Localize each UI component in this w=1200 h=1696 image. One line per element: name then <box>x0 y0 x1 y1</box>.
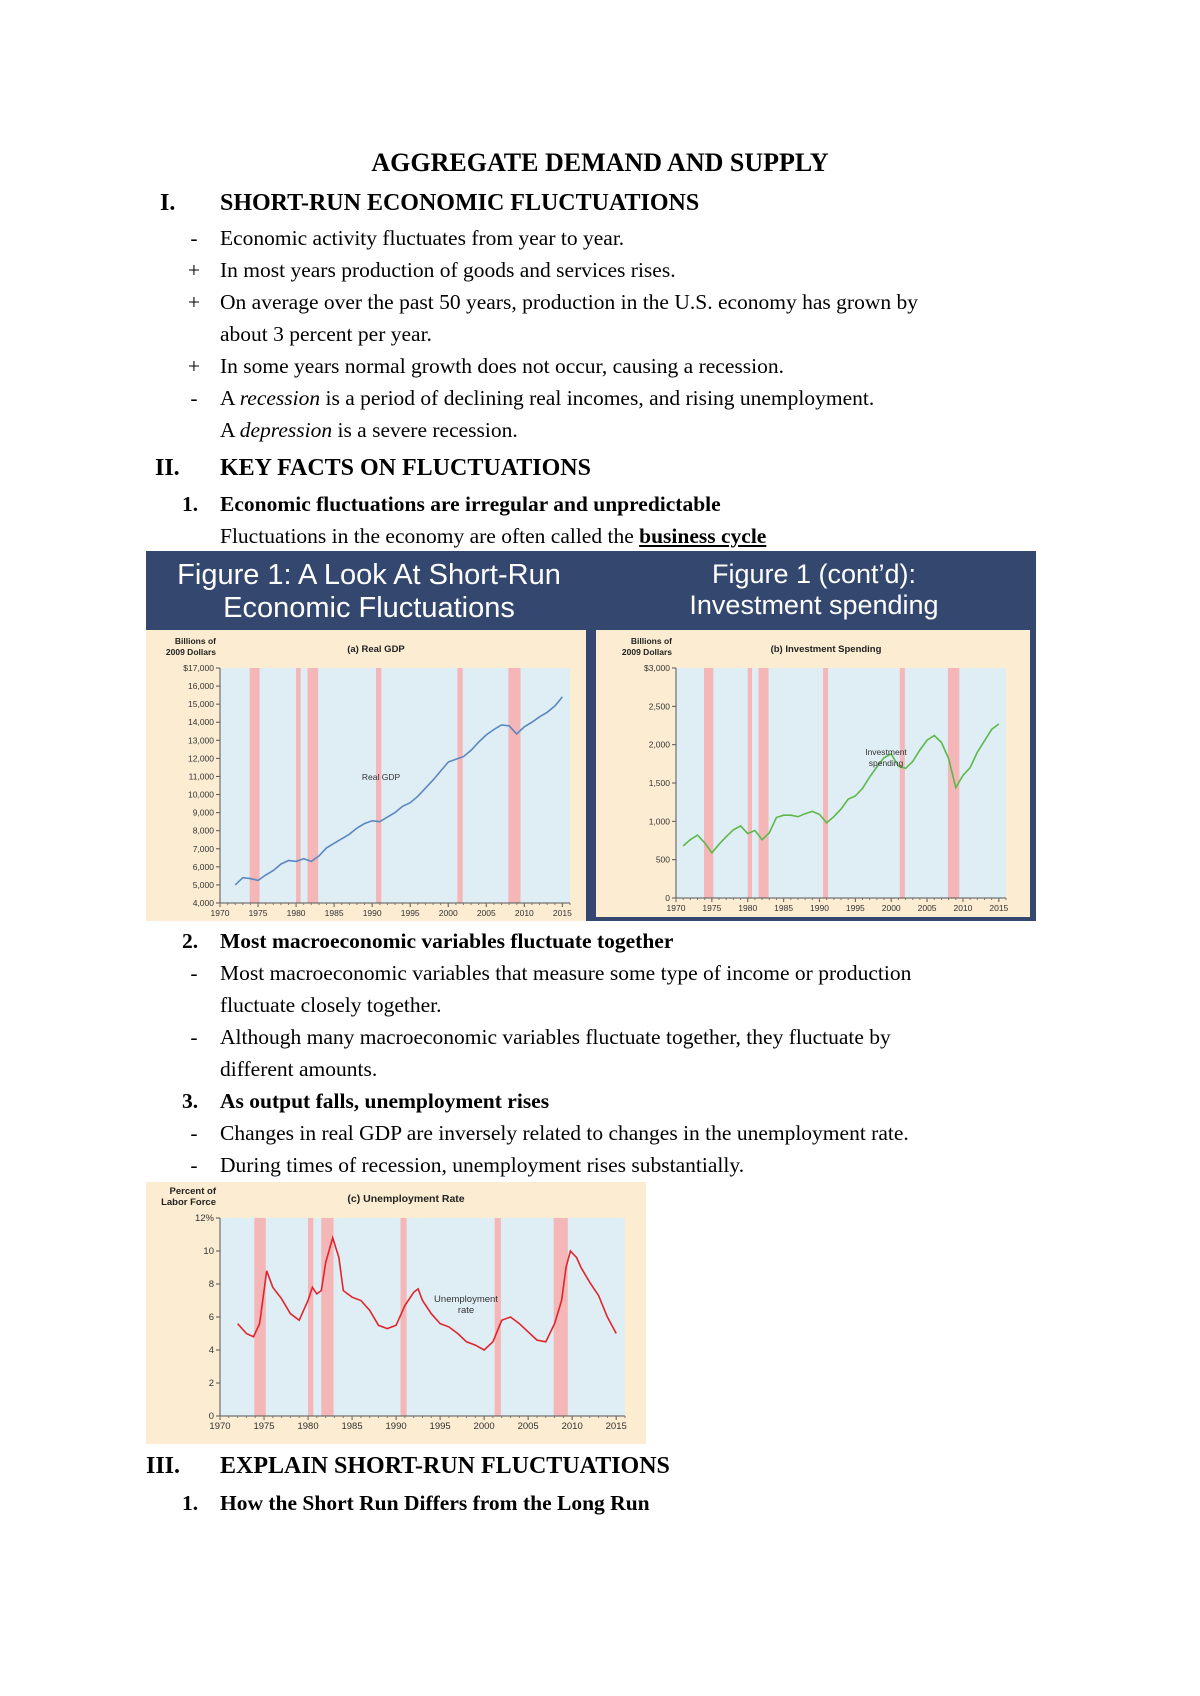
fact-2-number: 2. <box>182 929 199 953</box>
x-tick-label: 2010 <box>561 1421 583 1432</box>
x-tick-label: 1985 <box>324 908 344 918</box>
y-axis-label: 2009 Dollars <box>165 647 216 657</box>
figure-1-cont-heading-line: Figure 1 (cont’d): <box>711 559 917 589</box>
x-tick-label: 1990 <box>385 1421 407 1432</box>
y-tick-label: 9,000 <box>192 807 214 818</box>
y-tick-label: 12% <box>194 1213 214 1224</box>
bullet-text: different amounts. <box>220 1057 378 1081</box>
bullet-symbol: - <box>190 1121 198 1145</box>
series-label: Unemployment <box>434 1294 498 1305</box>
x-tick-label: 2005 <box>917 903 937 913</box>
y-tick-label: 0 <box>208 1411 214 1422</box>
x-tick-label: 1985 <box>341 1421 363 1432</box>
fact-2-bullets <box>190 957 1080 1085</box>
recession-bar <box>321 1218 333 1416</box>
figure-1-cont-heading <box>592 559 1036 621</box>
figure-1-heading <box>146 559 592 625</box>
y-tick-label: 1,000 <box>648 816 670 827</box>
x-tick-label: 2000 <box>473 1421 495 1432</box>
y-axis-label: 2009 Dollars <box>621 647 672 657</box>
depression-term: depression <box>239 418 333 442</box>
recession-bar <box>400 1218 406 1416</box>
bullet-line <box>187 286 1080 318</box>
chart-title: (c) Unemployment Rate <box>347 1193 465 1205</box>
recession-bar <box>495 1218 501 1416</box>
y-tick-label: 5,000 <box>192 879 214 890</box>
unemployment-chart-panel <box>146 1182 646 1444</box>
definition-text: is a period of declining real incomes, and rising unemployment. <box>320 386 875 410</box>
bullet-text: Although many macroeconomic variables fluctuate together, they fluctuate by <box>220 1025 891 1049</box>
x-tick-label: 1985 <box>774 903 794 913</box>
real-gdp-chart <box>146 630 586 921</box>
section-1-number: I. <box>160 190 176 216</box>
depression-definition <box>220 414 1080 446</box>
y-tick-label: $3,000 <box>644 663 670 673</box>
section-2-heading: KEY FACTS ON FLUCTUATIONS <box>220 455 591 481</box>
fact-1-title: Economic fluctuations are irregular and unpredictable <box>220 492 721 516</box>
bullet-symbol: - <box>190 961 198 985</box>
y-tick-label: 2,000 <box>648 739 670 750</box>
recession-bar <box>296 668 301 903</box>
x-tick-label: 1975 <box>253 1421 275 1432</box>
bullet-symbol: - <box>190 1025 198 1049</box>
fact-1-number: 1. <box>182 492 199 516</box>
y-tick-label: 0 <box>665 893 670 903</box>
section-1-heading: SHORT-RUN ECONOMIC FLUCTUATIONS <box>220 190 700 216</box>
x-tick-label: 2000 <box>438 908 458 918</box>
y-tick-label: 16,000 <box>188 681 214 692</box>
x-tick-label: 2015 <box>989 903 1009 913</box>
recession-bar <box>748 668 752 898</box>
item-1-title: How the Short Run Differs from the Long Run <box>220 1491 650 1515</box>
y-tick-label: 2 <box>208 1378 214 1389</box>
bullet-text: Economic activity fluctuates from year to year. <box>220 226 625 250</box>
definition-prefix: A <box>220 386 240 410</box>
bullet-text: Most macroeconomic variables that measure some type of income or production <box>220 961 912 985</box>
recession-term: recession <box>239 386 321 410</box>
bullet-line <box>220 989 1080 1021</box>
bullet-line <box>190 1021 1080 1053</box>
y-tick-label: 500 <box>655 854 670 865</box>
business-cycle-term: business cycle <box>639 524 767 548</box>
x-tick-label: 1975 <box>702 903 722 913</box>
y-tick-label: 10,000 <box>188 789 214 800</box>
x-tick-label: 2015 <box>552 908 572 918</box>
x-tick-label: 1970 <box>210 908 230 918</box>
y-axis-label: Labor Force <box>161 1197 216 1208</box>
section-2-number: II. <box>155 455 180 481</box>
recession-bar <box>308 668 319 903</box>
fact-3-title: As output falls, unemployment rises <box>220 1089 550 1113</box>
bullet-text: Changes in real GDP are inversely related to changes in the unemployment rate. <box>220 1121 909 1145</box>
y-tick-label: 1,500 <box>648 778 670 788</box>
fact-2-title: Most macroeconomic variables fluctuate together <box>220 929 674 953</box>
series-label: Investment <box>865 747 907 757</box>
bullet-line <box>190 957 1080 989</box>
x-tick-label: 1995 <box>429 1421 451 1432</box>
recession-bar <box>823 668 828 898</box>
fact-1-line <box>220 520 766 552</box>
bullet-symbol: - <box>190 226 198 250</box>
x-tick-label: 1970 <box>666 903 686 913</box>
figure-1-heading-line: Economic Fluctuations <box>223 592 515 624</box>
figure-1-heading-line: Figure 1: A Look At Short-Run <box>177 559 561 591</box>
x-tick-label: 1995 <box>845 903 865 913</box>
y-tick-label: 2,500 <box>648 701 670 712</box>
series-label: rate <box>457 1305 475 1316</box>
chart-title: (a) Real GDP <box>347 644 405 655</box>
bullet-symbol: - <box>190 386 198 410</box>
bullet-line <box>190 1149 1080 1181</box>
fact-3-number: 3. <box>182 1089 199 1113</box>
x-tick-label: 1980 <box>738 903 758 913</box>
bullet-text: During times of recession, unemployment rises substantially. <box>220 1153 745 1177</box>
y-tick-label: 14,000 <box>188 717 214 728</box>
item-1-number: 1. <box>182 1491 199 1515</box>
recession-bar <box>457 668 462 903</box>
bullet-text: about 3 percent per year. <box>220 322 432 346</box>
x-tick-label: 1975 <box>248 908 268 918</box>
x-tick-label: 1995 <box>400 908 420 918</box>
x-tick-label: 1970 <box>209 1421 231 1432</box>
bullet-line <box>187 254 1080 286</box>
x-tick-label: 2010 <box>514 908 534 918</box>
y-axis-label: Billions of <box>174 636 216 646</box>
recession-bar <box>308 1218 313 1416</box>
bullet-symbol: - <box>190 1153 198 1177</box>
y-tick-label: 6,000 <box>192 861 214 872</box>
bullet-line <box>220 318 1080 350</box>
y-tick-label: $17,000 <box>183 663 214 673</box>
y-axis-label: Percent of <box>169 1186 216 1197</box>
x-tick-label: 2005 <box>476 908 496 918</box>
bullet-text: In most years production of goods and services rises. <box>220 258 676 282</box>
bullet-symbol: + <box>187 290 201 314</box>
bullet-text: On average over the past 50 years, production in the U.S. economy has grown by <box>220 290 918 314</box>
real-gdp-chart-panel <box>146 630 586 921</box>
x-tick-label: 2000 <box>881 903 901 913</box>
bullet-line <box>190 1117 1080 1149</box>
bullet-line <box>187 350 1080 382</box>
y-axis-label: Billions of <box>630 636 672 646</box>
y-tick-label: 4,000 <box>192 898 214 908</box>
recession-definition <box>190 382 1080 414</box>
bullet-text: fluctuate closely together. <box>220 993 442 1017</box>
y-tick-label: 13,000 <box>188 735 214 746</box>
bullet-line <box>220 1053 1080 1085</box>
recession-bar <box>759 668 769 898</box>
bullet-symbol: + <box>187 354 201 378</box>
recession-bar <box>508 668 520 903</box>
y-tick-label: 8,000 <box>192 825 214 836</box>
y-tick-label: 12,000 <box>188 753 214 764</box>
definition-prefix: A <box>220 418 240 442</box>
recession-bar <box>376 668 381 903</box>
bullet-symbol: + <box>187 258 201 282</box>
x-tick-label: 1980 <box>297 1421 319 1432</box>
x-tick-label: 2010 <box>953 903 973 913</box>
recession-bar <box>900 668 905 898</box>
y-tick-label: 8 <box>208 1279 214 1290</box>
x-tick-label: 2005 <box>517 1421 539 1432</box>
investment-spending-chart <box>596 630 1030 917</box>
y-tick-label: 10 <box>203 1246 214 1257</box>
figure-1-block <box>146 551 1036 921</box>
section-3-number: III. <box>146 1453 181 1479</box>
section-1-bullets <box>187 222 1080 446</box>
x-tick-label: 1980 <box>286 908 306 918</box>
recession-bar <box>250 668 260 903</box>
y-tick-label: 7,000 <box>192 843 214 854</box>
investment-chart-panel <box>596 630 1030 917</box>
y-tick-label: 4 <box>208 1345 214 1356</box>
x-tick-label: 1990 <box>362 908 382 918</box>
figure-1-cont-heading-line: Investment spending <box>689 590 939 620</box>
bullet-line <box>190 222 1080 254</box>
section-3-heading: EXPLAIN SHORT-RUN FLUCTUATIONS <box>220 1453 670 1479</box>
y-tick-label: 11,000 <box>188 771 214 782</box>
fact-3-bullets <box>190 1117 1080 1181</box>
recession-bar <box>704 668 713 898</box>
y-tick-label: 15,000 <box>188 699 214 710</box>
fact-1-text: Fluctuations in the economy are often called the <box>220 524 640 548</box>
series-label: Real GDP <box>361 772 401 782</box>
x-tick-label: 2015 <box>605 1421 627 1432</box>
y-tick-label: 6 <box>208 1312 214 1323</box>
chart-title: (b) Investment Spending <box>770 644 882 655</box>
series-label: spending <box>868 758 904 768</box>
bullet-text: In some years normal growth does not occur, causing a recession. <box>220 354 784 378</box>
x-tick-label: 1990 <box>810 903 829 913</box>
definition-text: is a severe recession. <box>332 418 518 442</box>
page-title: AGGREGATE DEMAND AND SUPPLY <box>371 148 829 177</box>
unemployment-rate-chart <box>146 1182 646 1444</box>
